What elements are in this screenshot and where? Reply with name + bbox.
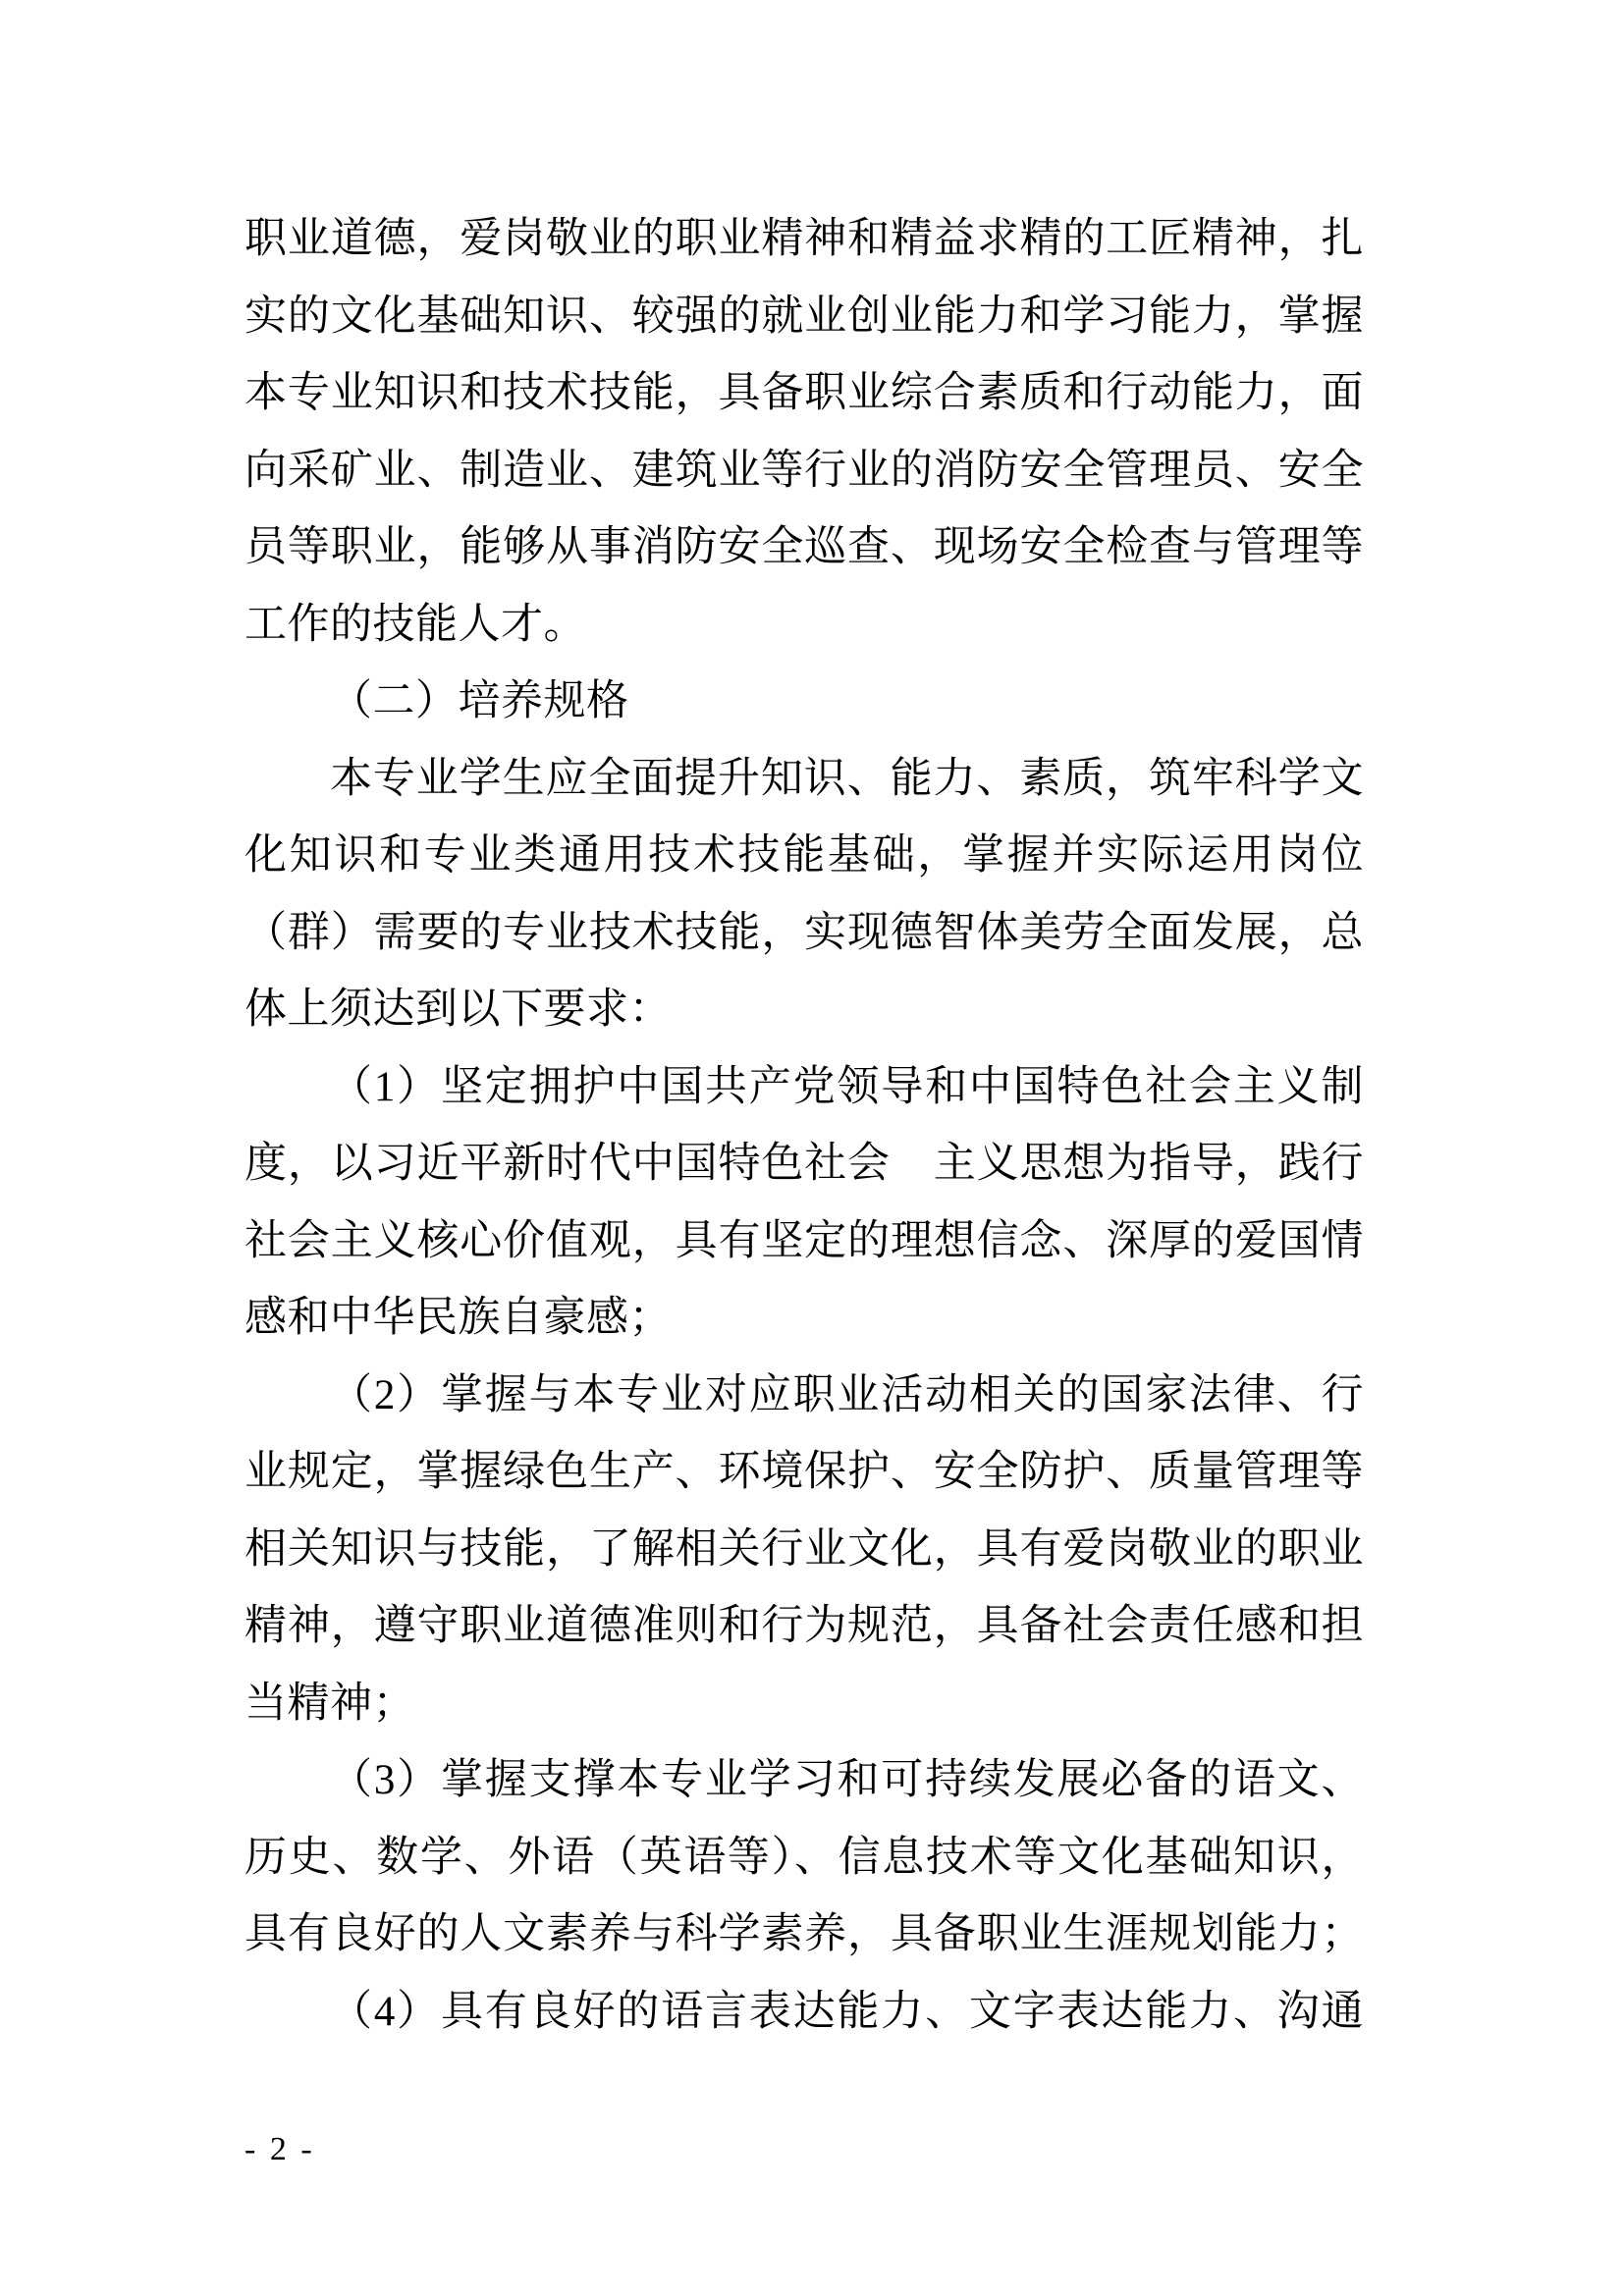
page-number: - 2 - — [244, 2131, 315, 2167]
text-line: 业规定，掌握绿色生产、环境保护、安全防护、质量管理等 — [244, 1449, 1364, 1495]
text-line: 当精神； — [244, 1680, 415, 1727]
text-line: 本专业学生应全面提升知识、能力、素质，筑牢科学文 — [330, 755, 1364, 802]
text-line: 具有良好的人文素养与科学素养，具备职业生涯规划能力； — [244, 1911, 1364, 1957]
text-line: 实的文化基础知识、较强的就业创业能力和学习能力，掌握 — [244, 293, 1364, 340]
text-line: （2）掌握与本专业对应职业活动相关的国家法律、行 — [330, 1371, 1364, 1418]
text-line: （二）培养规格 — [330, 678, 629, 724]
text-line: 感和中华民族自豪感； — [244, 1295, 672, 1341]
text-line: 化知识和专业类通用技术技能基础，掌握并实际运用岗位 — [244, 832, 1364, 879]
text-line: 员等职业，能够从事消防安全巡查、现场安全检查与管理等 — [244, 524, 1364, 570]
text-line: 历史、数学、外语（英语等）、信息技术等文化基础知识， — [244, 1834, 1364, 1881]
text-line: 职业道德，爱岗敬业的职业精神和精益求精的工匠精神，扎 — [244, 216, 1364, 262]
text-line: 向采矿业、制造业、建筑业等行业的消防安全管理员、安全 — [244, 447, 1364, 494]
text-line: 本专业知识和技术技能，具备职业综合素质和行动能力，面 — [244, 370, 1364, 416]
text-line: （4）具有良好的语言表达能力、文字表达能力、沟通 — [330, 1988, 1364, 2035]
text-line: 社会主义核心价值观，具有坚定的理想信念、深厚的爱国情 — [244, 1217, 1364, 1264]
document-body — [244, 201, 1364, 2051]
text-line: 度，以习近平新时代中国特色社会 主义思想为指导，践行 — [244, 1141, 1364, 1187]
text-line: （1）坚定拥护中国共产党领导和中国特色社会主义制 — [330, 1063, 1364, 1110]
text-line: 体上须达到以下要求： — [244, 987, 672, 1033]
text-line: 精神，遵守职业道德准则和行为规范，具备社会责任感和担 — [244, 1603, 1364, 1649]
text-line: （3）掌握支撑本专业学习和可持续发展必备的语文、 — [330, 1757, 1364, 1803]
text-line: （群）需要的专业技术技能，实现德智体美劳全面发展，总 — [244, 909, 1364, 956]
text-line: 相关知识与技能，了解相关行业文化，具有爱岗敬业的职业 — [244, 1525, 1364, 1573]
text-line: 工作的技能人才。 — [244, 601, 586, 648]
